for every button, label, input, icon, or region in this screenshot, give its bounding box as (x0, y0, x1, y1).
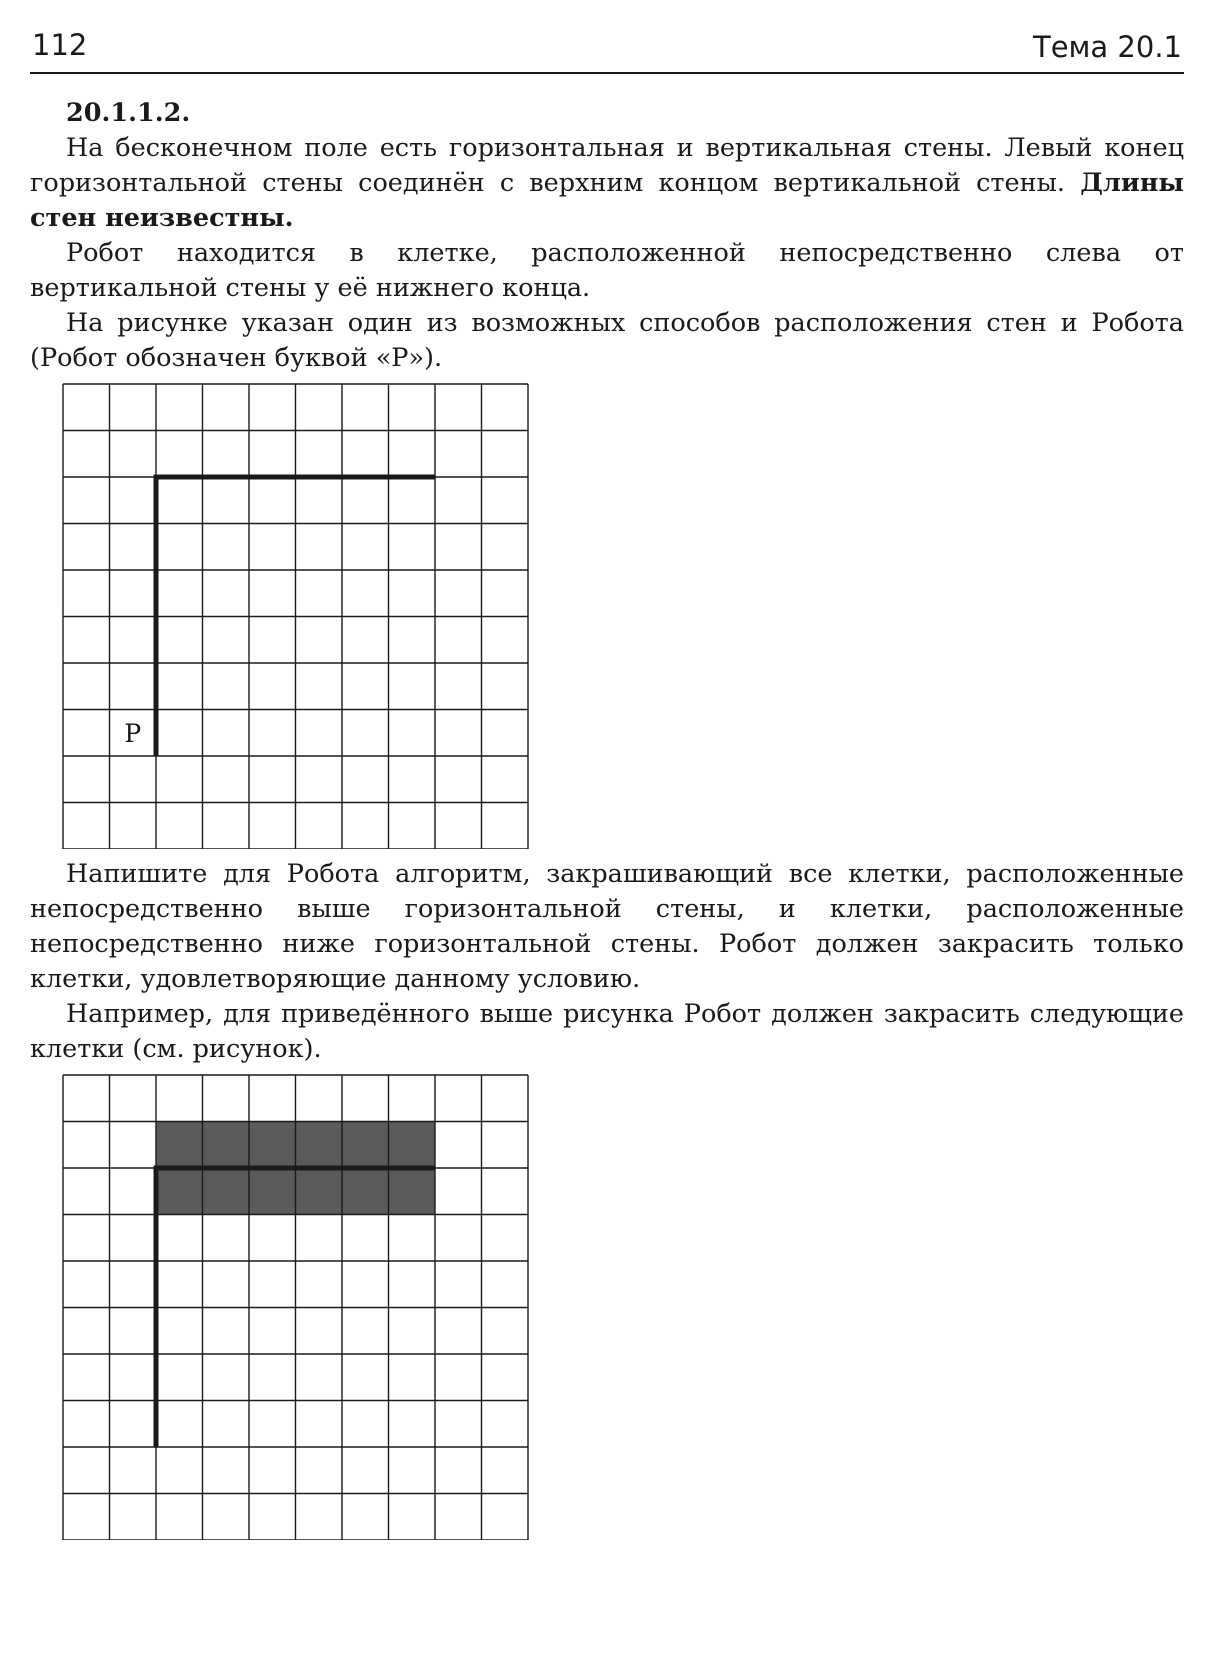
problem-statement (30, 96, 1184, 376)
shaded-cell (296, 1168, 343, 1215)
problem-task (30, 857, 1184, 1067)
problem-number: 20.1.1.2. (66, 98, 191, 128)
shaded-cell (342, 1122, 389, 1169)
shaded-cell (389, 1122, 436, 1169)
page-number: 112 (32, 28, 88, 62)
paragraph-walls-bold: Длины стен неизвестны. (30, 168, 1184, 233)
paragraph-walls-text: На бесконечном поле есть горизонтальная и вертикальная стены. Левый конец горизонтальной стены соединён с верхним концом вертикальной стены. (30, 133, 1184, 198)
shaded-cell (342, 1168, 389, 1215)
shaded-cell (296, 1122, 343, 1169)
shaded-cell (156, 1122, 203, 1169)
paragraph-example: Например, для приведённого выше рисунка Робот должен закрасить следующие клетки (см. рисунок). (30, 999, 1184, 1064)
figure-initial-field (60, 381, 532, 849)
shaded-cell (389, 1168, 436, 1215)
grid-field-2 (60, 1072, 532, 1540)
paragraph-figure-ref: На рисунке указан один из возможных способов расположения стен и Робота (Робот обозначен буквой «Р»). (30, 308, 1184, 373)
robot-marker: Р (124, 718, 142, 748)
shaded-cell (203, 1122, 250, 1169)
shaded-cell (203, 1168, 250, 1215)
figure-result-field (60, 1072, 532, 1540)
page-header (30, 24, 1184, 74)
paragraph-walls (30, 131, 1184, 236)
topic-label: Тема 20.1 (1033, 30, 1182, 64)
paragraph-robot-position: Робот находится в клетке, расположенной непосредственно слева от вертикальной стены у её нижнего конца. (30, 238, 1184, 303)
shaded-cell (249, 1122, 296, 1169)
shaded-cell (249, 1168, 296, 1215)
shaded-cell (156, 1168, 203, 1215)
paragraph-task: Напишите для Робота алгоритм, закрашивающий все клетки, расположенные непосредственно выше горизонтальной стены, и клетки, расположенные непосредственно ниже горизонтальной стены. Робот должен закрасить только клетки, удовлетворяющие данному условию. (30, 859, 1184, 994)
grid-field-1 (60, 381, 532, 849)
